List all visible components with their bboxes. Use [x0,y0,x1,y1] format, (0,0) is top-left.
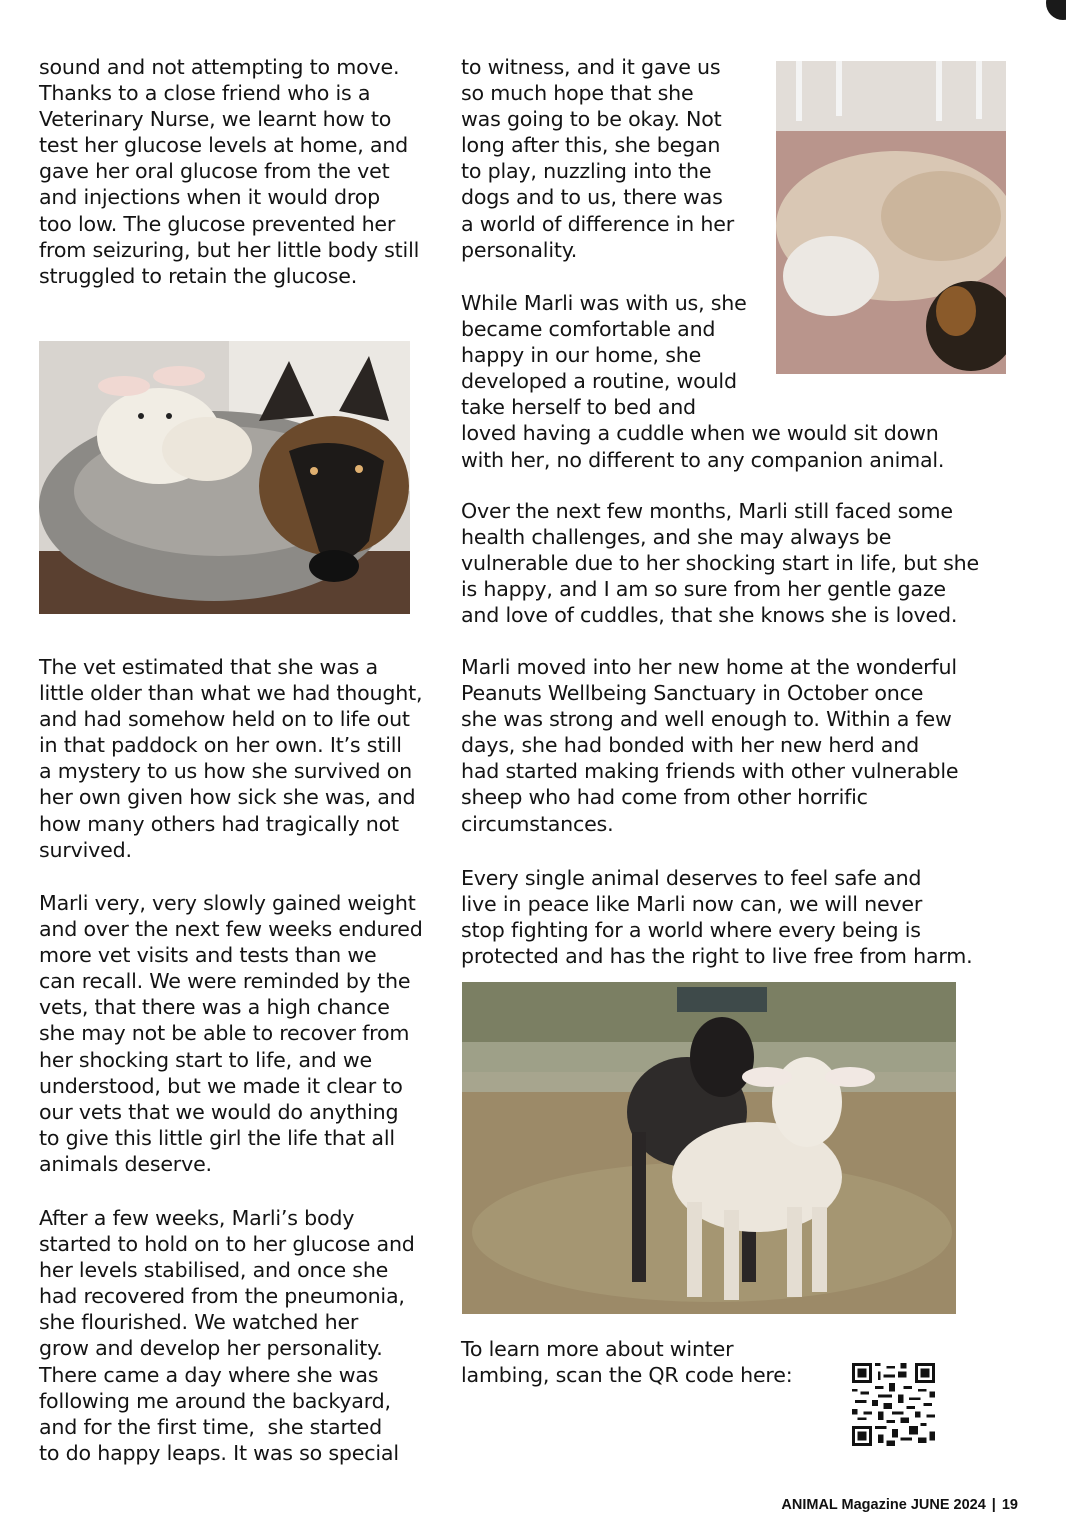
page-number: 19 [1001,1497,1018,1513]
col1-paragraph-3: Marli very, very slowly gained weight and over the next few weeks endured more vet visits and tests than we can recall. We were reminded by the vets, that there was a high chance she may not be able to recover from her shocking start to life, and we understood, but we made it clear to our vets that we would do anything to give this little girl the life that all animals deserve. [39,891,423,1176]
footer-separator: | [991,1497,996,1513]
footer-magazine-issue: ANIMAL Magazine JUNE 2024 [781,1497,986,1513]
col1-paragraph-2: The vet estimated that she was a little older than what we had thought, and had somehow held on to life out in that paddock on her own. It’s still a mystery to us how she survived on her own given how sick she was, and how many others had tragically not survived. [39,655,423,862]
col1-paragraph-1: sound and not attempting to move. Thanks to a close friend who is a Veterinary Nurse, we learnt how to test her glucose levels at home, and gave her oral glucose from the vet and injections when it would drop too low. The glucose prevented her from seizuring, but her little body still struggled to retain the glucose. [39,55,420,288]
col2-paragraph-2: While Marli was with us, she became comfortable and happy in our home, she developed a routine, would take herself to bed and loved having a cuddle when we would sit down with her, no different to any companion animal. [461,291,945,472]
col2-paragraph-1: to witness, and it gave us so much hope that she was going to be okay. Not long after this, she began to play, nuzzling into the dogs and to us, there was a world of difference in her personality. [461,55,734,262]
col2-paragraph-5: Every single animal deserves to feel safe and live in peace like Marli now can, we will never stop fighting for a world where every being is protected and has the right to live free from harm. [461,866,973,969]
col2-paragraph-4: Marli moved into her new home at the wonderful Peanuts Wellbeing Sanctuary in October once she was strong and well enough to. Within a few days, she had bonded with her new herd and had started making friends with other vulnerable sheep who had come from other horrific circumstances. [461,655,959,836]
qr-code[interactable] [852,1363,935,1446]
col2-paragraph-3: Over the next few months, Marli still faced some health challenges, and she may always be vulnerable due to her shocking start in life, but she is happy, and I am so sure from her gentle gaze and love of cuddles, that she knows she is loved. [461,499,979,628]
col1-paragraph-4: After a few weeks, Marli’s body started to hold on to her glucose and her levels stabilised, and once she had recovered from the pneumonia, she flourished. We watched her grow and develop her personality. There came a day where she was following me around the backyard, and for the first time, she started to do happy leaps. It was so special [39,1206,415,1465]
page-corner-mark [1046,0,1066,20]
photo-lamb-with-dog [39,341,410,614]
page-footer [781,1497,1018,1513]
photo-two-sheep [462,982,956,1314]
col2-paragraph-6: To learn more about winter lambing, scan the QR code here: [461,1337,793,1388]
